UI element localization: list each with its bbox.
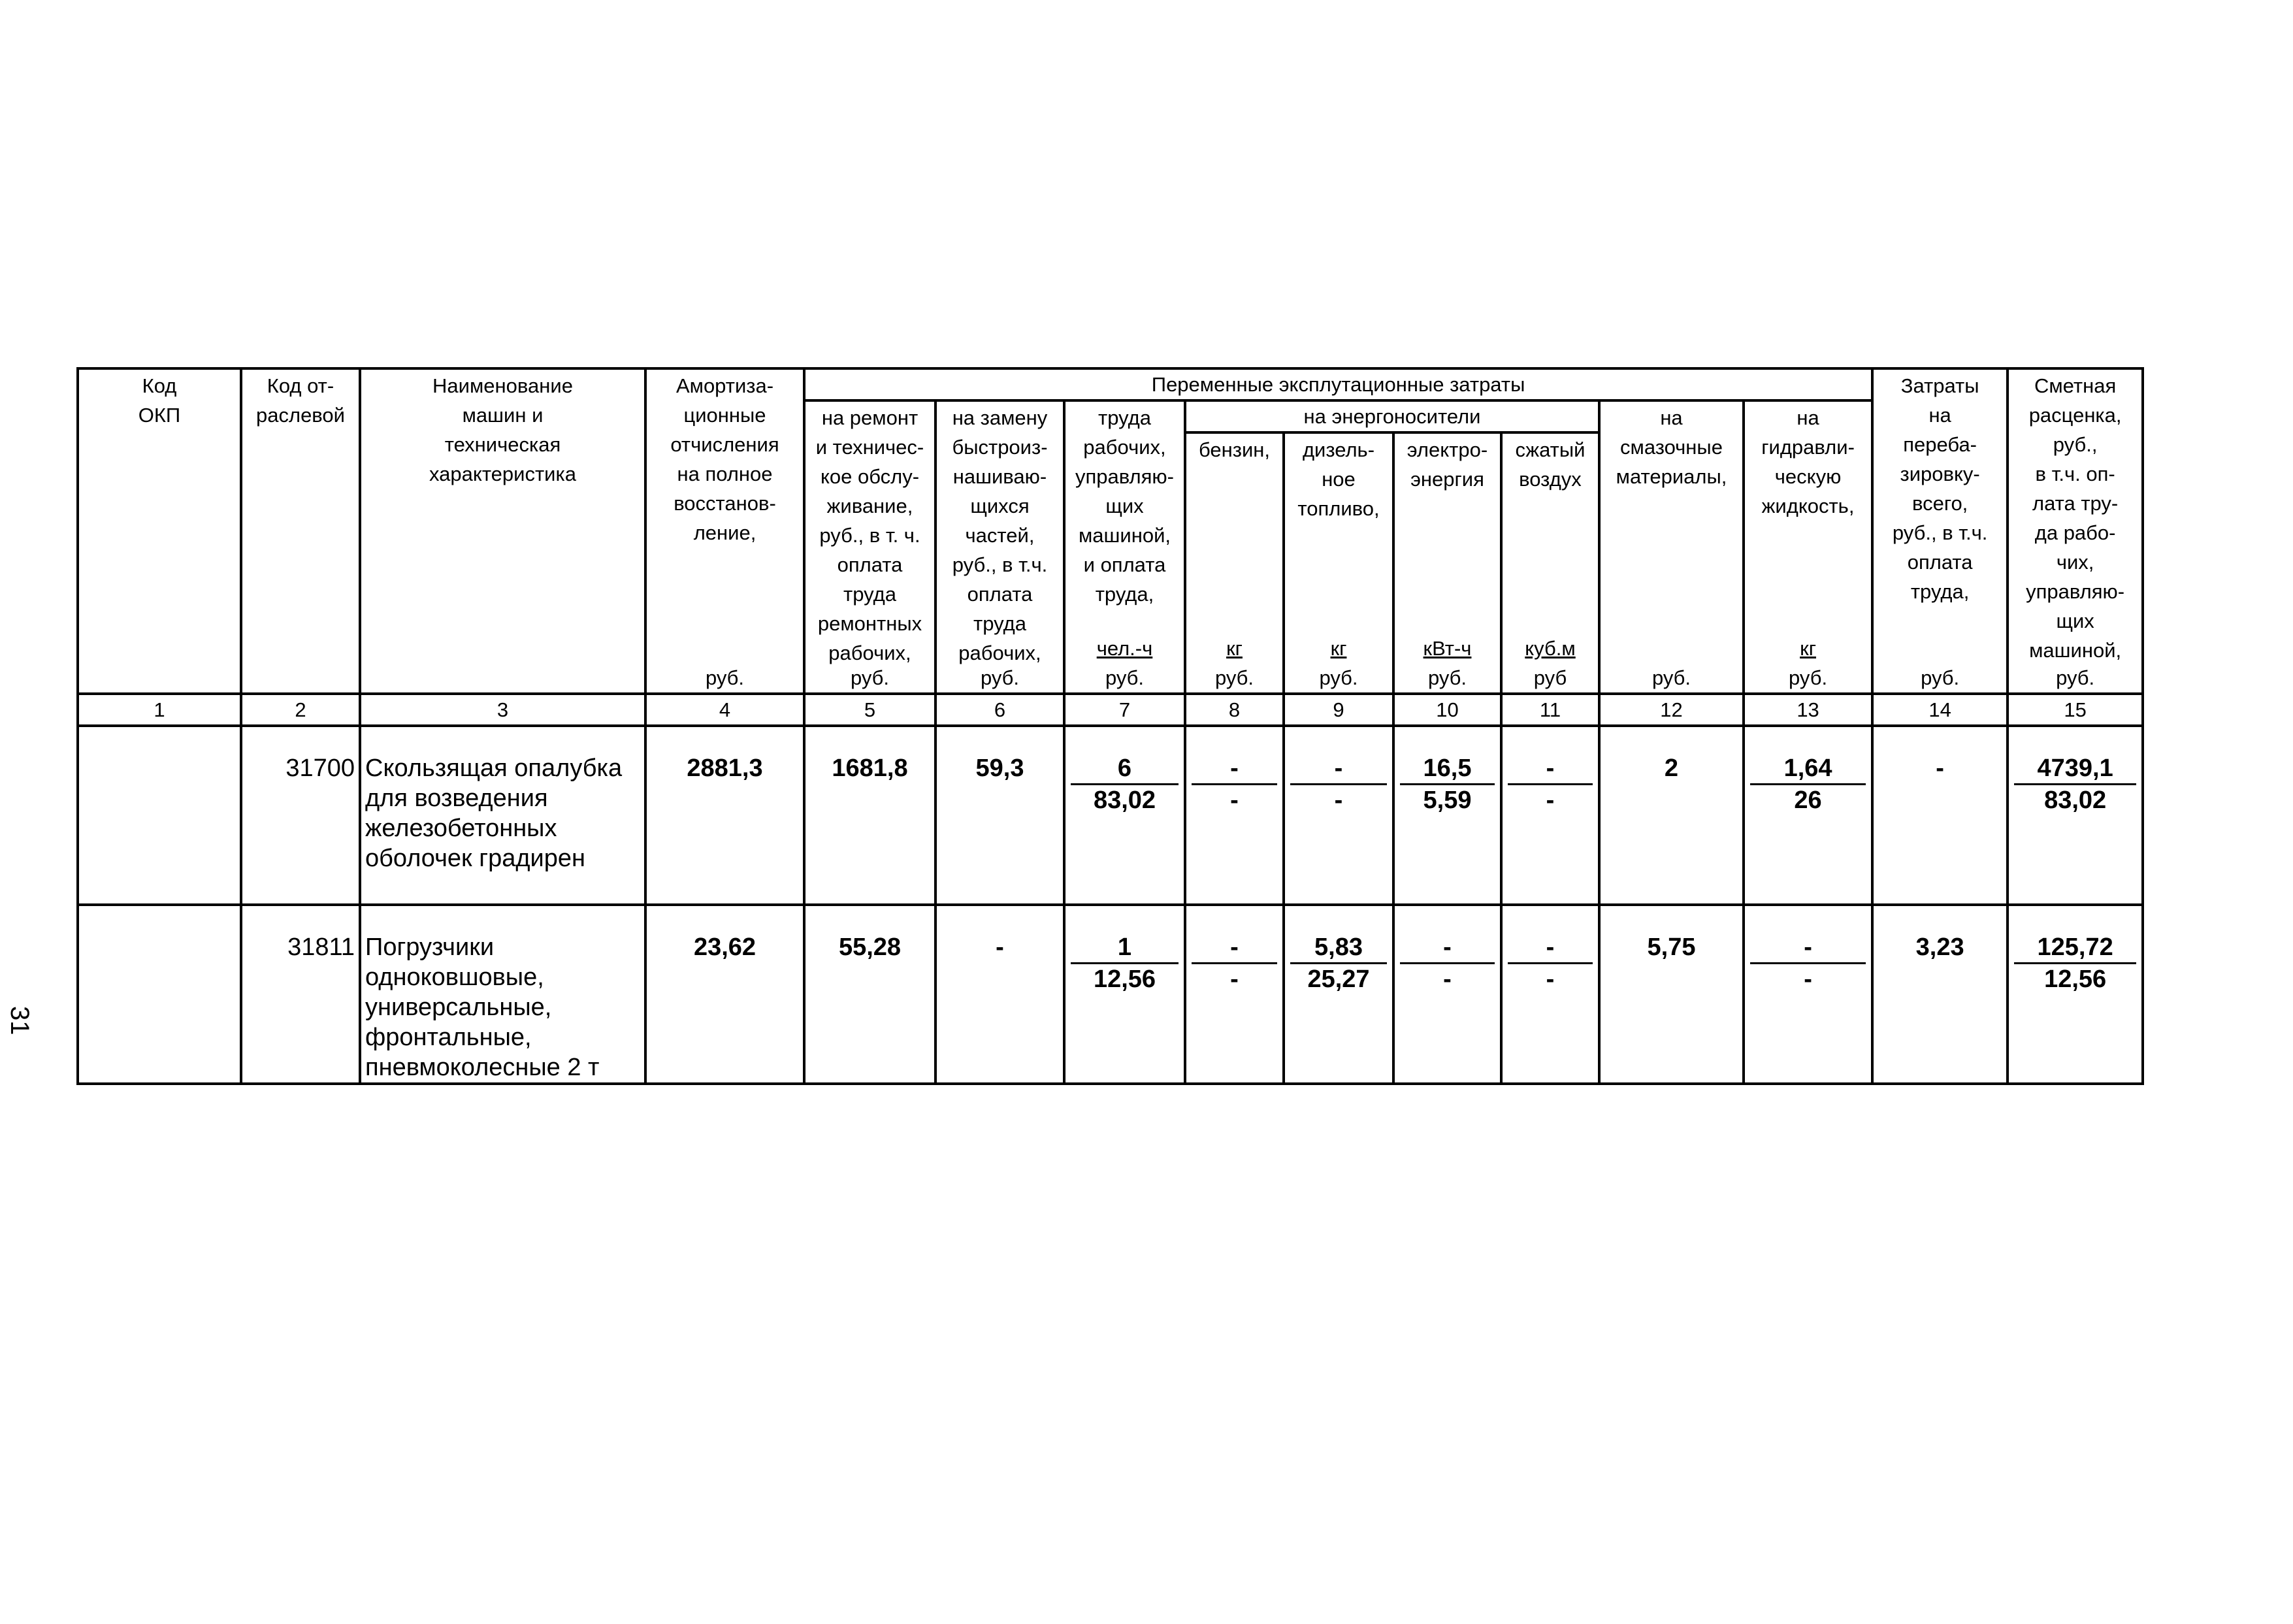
- col-header-12: на смазочные материалы, руб.: [1599, 400, 1744, 694]
- column-number: 8: [1185, 694, 1284, 726]
- column-number: 1: [78, 694, 241, 726]
- col-header-4: Амортиза- ционные отчисления на полное восстанов- ление, руб.: [645, 368, 804, 694]
- electricity-cell: - -: [1393, 905, 1501, 1084]
- labor-cell: 1 12,56: [1064, 905, 1185, 1084]
- repair-cell: 55,28: [804, 905, 935, 1084]
- column-number: 2: [241, 694, 360, 726]
- estimate-rate-cell: 4739,1 83,02: [2008, 726, 2143, 905]
- diesel-cell: 5,83 25,27: [1284, 905, 1393, 1084]
- repair-cell: 1681,8: [804, 726, 935, 905]
- rebasing-cell: -: [1872, 726, 2008, 905]
- column-number: 12: [1599, 694, 1744, 726]
- col-header-6: на замену быстроиз- нашиваю- щихся частей, руб., в т.ч. оплата труда рабочих, руб.: [935, 400, 1064, 694]
- machine-name-cell: Скользящая опалубка для возведения железобетонных оболочек градирен: [360, 726, 645, 905]
- col-header-15: Сметная расценка, руб., в т.ч. оп- лата тру- да рабо- чих, управляю- щих машиной, руб.: [2008, 368, 2143, 694]
- col-header-2: Код от- раслевой: [241, 368, 360, 694]
- column-number-row: [78, 694, 2143, 726]
- col-header-7: труда рабочих, управляю- щих машиной, и оплата труда, чел.-ч руб.: [1064, 400, 1185, 694]
- column-number: 15: [2008, 694, 2143, 726]
- table-row: [78, 726, 2143, 905]
- col-header-11: сжатый воздух куб.м руб: [1501, 432, 1599, 694]
- column-number: 3: [360, 694, 645, 726]
- column-number: 7: [1064, 694, 1185, 726]
- parts-replacement-cell: 59,3: [935, 726, 1064, 905]
- col-header-8: бензин, кг руб.: [1185, 432, 1284, 694]
- table-row: [78, 905, 2143, 1084]
- column-number: 10: [1393, 694, 1501, 726]
- petrol-cell: - -: [1185, 726, 1284, 905]
- hydraulic-fluid-cell: - -: [1744, 905, 1872, 1084]
- column-number: 6: [935, 694, 1064, 726]
- labor-cell: 6 83,02: [1064, 726, 1185, 905]
- group-header-variable-costs: Переменные эксплутационные затраты: [804, 368, 1872, 400]
- column-number: 13: [1744, 694, 1872, 726]
- header-row-1: [78, 368, 2143, 400]
- lubricants-cell: 5,75: [1599, 905, 1744, 1084]
- col-header-13: на гидравли- ческую жидкость, кг руб.: [1744, 400, 1872, 694]
- column-number: 9: [1284, 694, 1393, 726]
- electricity-cell: 16,5 5,59: [1393, 726, 1501, 905]
- okp-code-cell: [78, 905, 241, 1084]
- industry-code-cell: 31700: [241, 726, 360, 905]
- machine-name-cell: Погрузчики одноковшовые, универсальные, фронтальные, пневмоколесные 2 т: [360, 905, 645, 1084]
- compressed-air-cell: - -: [1501, 905, 1599, 1084]
- column-number: 11: [1501, 694, 1599, 726]
- amortization-cell: 2881,3: [645, 726, 804, 905]
- col-header-3: Наименование машин и техническая характеристика: [360, 368, 645, 694]
- group-header-energy: на энергоносители: [1185, 400, 1599, 432]
- page-number: 31: [5, 1006, 34, 1035]
- parts-replacement-cell: -: [935, 905, 1064, 1084]
- amortization-cell: 23,62: [645, 905, 804, 1084]
- column-number: 5: [804, 694, 935, 726]
- diesel-cell: - -: [1284, 726, 1393, 905]
- industry-code-cell: 31811: [241, 905, 360, 1084]
- petrol-cell: - -: [1185, 905, 1284, 1084]
- compressed-air-cell: - -: [1501, 726, 1599, 905]
- col-header-14: Затраты на переба- зировку- всего, руб., в т.ч. оплата труда, руб.: [1872, 368, 2008, 694]
- column-number: 14: [1872, 694, 2008, 726]
- col-header-5: на ремонт и техничес- кое обслу- живание, руб., в т. ч. оплата труда ремонтных рабочих, руб.: [804, 400, 935, 694]
- col-header-9: дизель- ное топливо, кг руб.: [1284, 432, 1393, 694]
- rebasing-cell: 3,23: [1872, 905, 2008, 1084]
- estimate-rate-cell: 125,72 12,56: [2008, 905, 2143, 1084]
- hydraulic-fluid-cell: 1,64 26: [1744, 726, 1872, 905]
- col-header-10: электро- энергия кВт-ч руб.: [1393, 432, 1501, 694]
- lubricants-cell: 2: [1599, 726, 1744, 905]
- column-number: 4: [645, 694, 804, 726]
- cost-table: [76, 367, 2144, 1085]
- okp-code-cell: [78, 726, 241, 905]
- col-header-1: Код ОКП: [78, 368, 241, 694]
